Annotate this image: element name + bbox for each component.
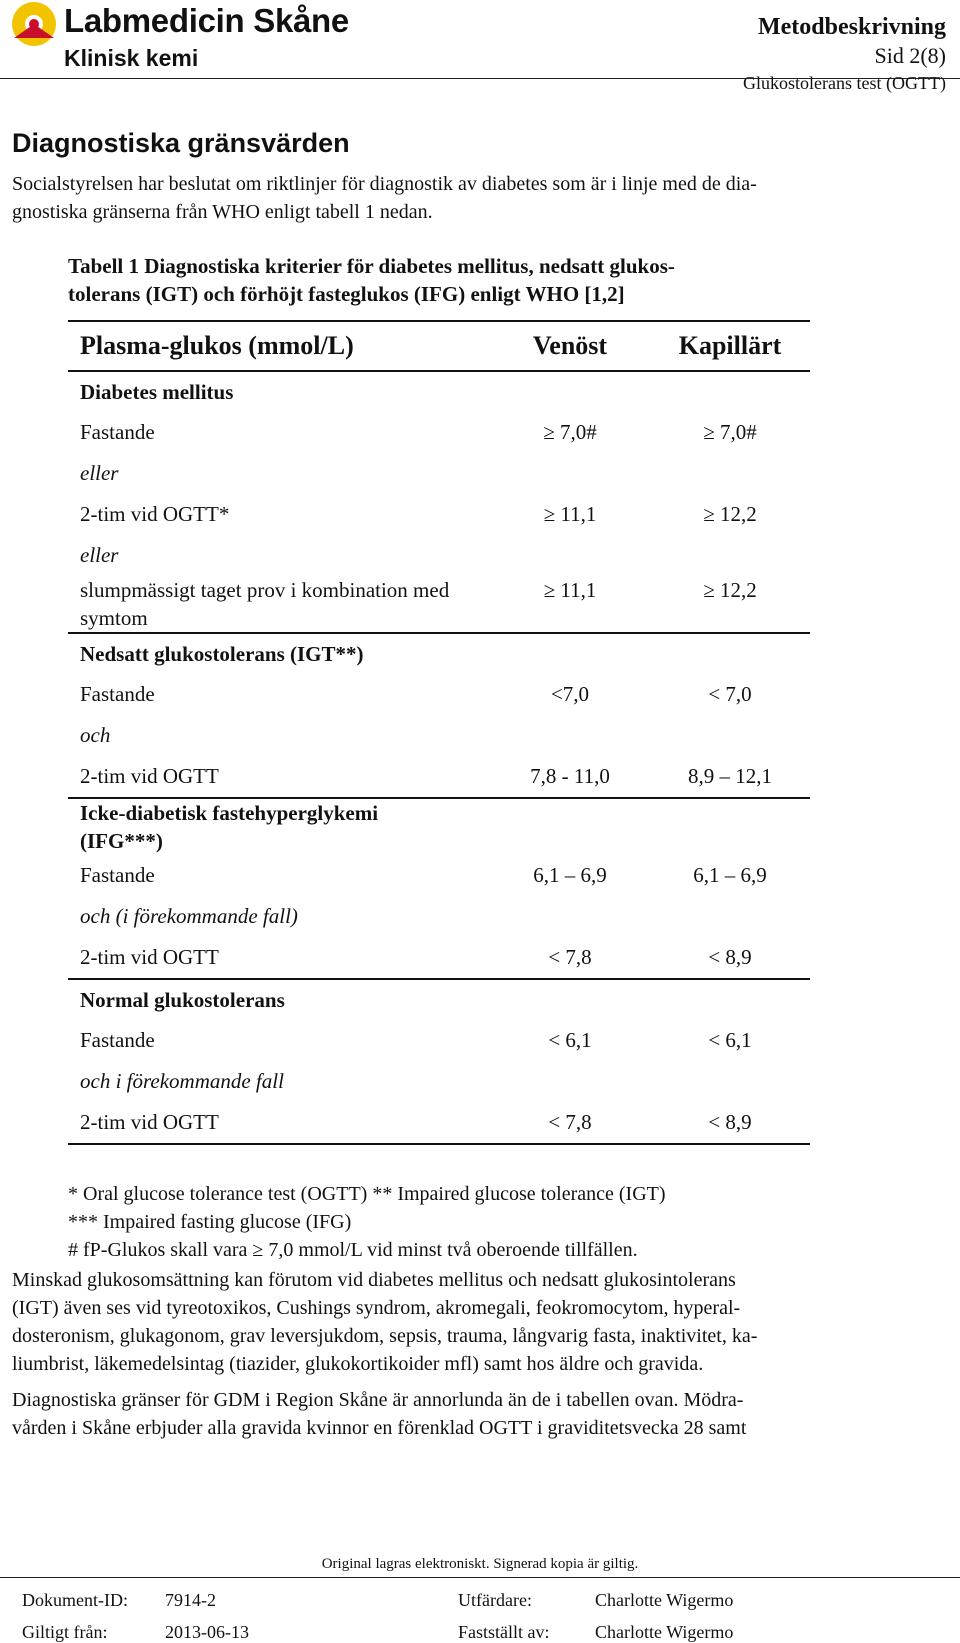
kapillart-value: < 8,9 — [650, 937, 810, 979]
row-label: slumpmässigt taget prov i kombination med symtom — [68, 576, 490, 633]
venost-value — [490, 896, 650, 937]
group-title: Diabetes mellitus — [80, 379, 234, 404]
table-row — [68, 412, 810, 453]
brand-name: Labmedicin Skåne — [64, 2, 349, 39]
doc-id-value: 7914-2 — [165, 1590, 216, 1610]
paragraph-line: Diagnostiska gränser för GDM i Region Skåne är annorlunda än de i tabellen ovan. Mödra- — [12, 1389, 744, 1411]
caption-line: tolerans (IGT) och förhöjt fasteglukos (IFG) enligt WHO [1,2] — [68, 282, 625, 306]
intro-line: Socialstyrelsen har beslutat om riktlinjer för diagnostik av diabetes som är i linje med de dia- — [12, 173, 757, 195]
venost-value: ≥ 7,0# — [543, 420, 597, 444]
intro-paragraph — [12, 170, 757, 226]
kapillart-value: 6,1 – 6,9 — [693, 863, 767, 887]
group-title: Nedsatt glukostolerans (IGT**) — [80, 641, 364, 666]
venost-value: < 7,8 — [490, 1102, 650, 1144]
venost-value: ≥ 11,1 — [490, 576, 650, 633]
kapillart-value — [650, 453, 810, 494]
doc-type: Metodbeskrivning — [757, 14, 946, 40]
row-label: 2-tim vid OGTT* — [80, 502, 230, 526]
venost-value: < 7,8 — [490, 937, 650, 979]
paragraph-line: Minskad glukosomsättning kan förutom vid diabetes mellitus och nedsatt glukosintolerans — [12, 1269, 736, 1291]
row-label: Fastande — [80, 1028, 155, 1052]
venost-value — [490, 453, 650, 494]
table-body — [68, 371, 810, 1144]
row-label: eller — [80, 543, 119, 567]
row-label: 2-tim vid OGTT — [68, 756, 490, 798]
group-header-row — [68, 371, 810, 412]
diagnostic-criteria-table — [68, 320, 810, 1145]
row-label: 2-tim vid OGTT — [68, 937, 490, 979]
table-caption — [68, 252, 808, 308]
venost-value — [490, 535, 650, 576]
row-label: Fastande — [80, 682, 155, 706]
header-venost: Venöst — [490, 321, 650, 371]
header-plasma-glukos: Plasma-glukos (mmol/L) — [68, 321, 490, 371]
table-row — [68, 896, 810, 937]
group-header-row — [68, 633, 810, 674]
brand-subtitle: Klinisk kemi — [64, 45, 199, 71]
paragraph-line: dosteronism, glukagonom, grav leversjukdom, sepsis, trauma, långvarig fasta, inaktivitet, ka- — [12, 1325, 758, 1347]
kapillart-value — [650, 535, 810, 576]
paragraph-line: (IGT) även ses vid tyreotoxikos, Cushings syndrom, akromegali, feokromocytom, hyperal- — [12, 1297, 741, 1319]
kapillart-value: < 6,1 — [708, 1028, 752, 1052]
labmedicin-logo-icon — [10, 0, 58, 48]
table-header-row — [68, 321, 810, 371]
table-row — [68, 1102, 810, 1144]
page-header — [0, 0, 960, 93]
venost-value: ≥ 11,1 — [543, 502, 597, 526]
kapillart-value: ≥ 7,0# — [703, 420, 757, 444]
doc-title: Glukostolerans test (OGTT) — [743, 73, 946, 93]
table-row — [68, 1061, 810, 1102]
group-header-row — [68, 798, 810, 855]
venost-value: 7,8 - 11,0 — [490, 756, 650, 798]
original-note: Original lagras elektroniskt. Signerad kopia är giltig. — [321, 1556, 639, 1572]
venost-value: < 6,1 — [548, 1028, 592, 1052]
conditions-paragraph — [12, 1266, 757, 1378]
gdm-paragraph — [12, 1386, 746, 1442]
approved-by-value: Charlotte Wigermo — [595, 1622, 734, 1642]
row-label: Fastande — [80, 420, 155, 444]
table-notes — [68, 1180, 828, 1264]
header-meta — [743, 14, 946, 94]
venost-value: <7,0 — [550, 682, 590, 706]
kapillart-value — [650, 1061, 810, 1102]
table-row — [68, 715, 810, 756]
kapillart-value: ≥ 12,2 — [650, 576, 810, 633]
table-row — [68, 756, 810, 798]
group-title: Normal glukostolerans — [80, 987, 285, 1012]
paragraph-line: liumbrist, läkemedelsintag (tiazider, glukokortikoider mfl) samt hos äldre och gravida. — [12, 1353, 704, 1375]
table-note: * Oral glucose tolerance test (OGTT) ** Impaired glucose tolerance (IGT) — [68, 1183, 666, 1205]
valid-from-value: 2013-06-13 — [165, 1622, 249, 1642]
table-note: *** Impaired fasting glucose (IFG) — [68, 1211, 352, 1233]
kapillart-value — [650, 896, 810, 937]
kapillart-value: < 7,0 — [708, 682, 752, 706]
row-label: och (i förekommande fall) — [80, 904, 298, 928]
table-row — [68, 576, 810, 633]
approved-by-label: Fastställt av: — [458, 1622, 550, 1642]
kapillart-value: 8,9 – 12,1 — [650, 756, 810, 798]
table-row — [68, 1020, 810, 1061]
table-row — [68, 453, 810, 494]
kapillart-value — [650, 715, 810, 756]
section-title: Diagnostiska gränsvärden — [12, 128, 350, 158]
table-row — [68, 674, 810, 715]
row-label: 2-tim vid OGTT — [68, 1102, 490, 1144]
footer-divider — [0, 1577, 960, 1578]
intro-line: gnostiska gränserna från WHO enligt tabell 1 nedan. — [12, 201, 433, 223]
kapillart-value: ≥ 12,2 — [703, 502, 757, 526]
table-note: # fP-Glukos skall vara ≥ 7,0 mmol/L vid minst två oberoende tillfällen. — [68, 1239, 638, 1261]
doc-id-label: Dokument-ID: — [22, 1590, 128, 1610]
row-label: Fastande — [80, 863, 155, 887]
caption-line: Tabell 1 Diagnostiska kriterier för diabetes mellitus, nedsatt glukos- — [68, 254, 675, 278]
paragraph-line: vården i Skåne erbjuder alla gravida kvinnor en förenklad OGTT i graviditetsvecka 28 samt — [12, 1417, 747, 1439]
row-label: eller — [80, 461, 119, 485]
row-label: och — [80, 723, 111, 747]
issuer-label: Utfärdare: — [458, 1590, 532, 1610]
group-title: Icke-diabetisk fastehyperglykemi (IFG***) — [80, 801, 379, 853]
table-row — [68, 494, 810, 535]
valid-from-label: Giltigt från: — [22, 1622, 108, 1642]
issuer-value: Charlotte Wigermo — [595, 1590, 734, 1610]
page-number: Sid 2(8) — [874, 43, 946, 68]
venost-value — [490, 1061, 650, 1102]
row-label: och i förekommande fall — [80, 1069, 284, 1093]
table-row — [68, 855, 810, 896]
table-row — [68, 535, 810, 576]
venost-value — [490, 715, 650, 756]
group-header-row — [68, 979, 810, 1020]
venost-value: 6,1 – 6,9 — [533, 863, 607, 887]
header-kapillart: Kapillärt — [650, 321, 810, 371]
kapillart-value: < 8,9 — [650, 1102, 810, 1144]
table-row — [68, 937, 810, 979]
